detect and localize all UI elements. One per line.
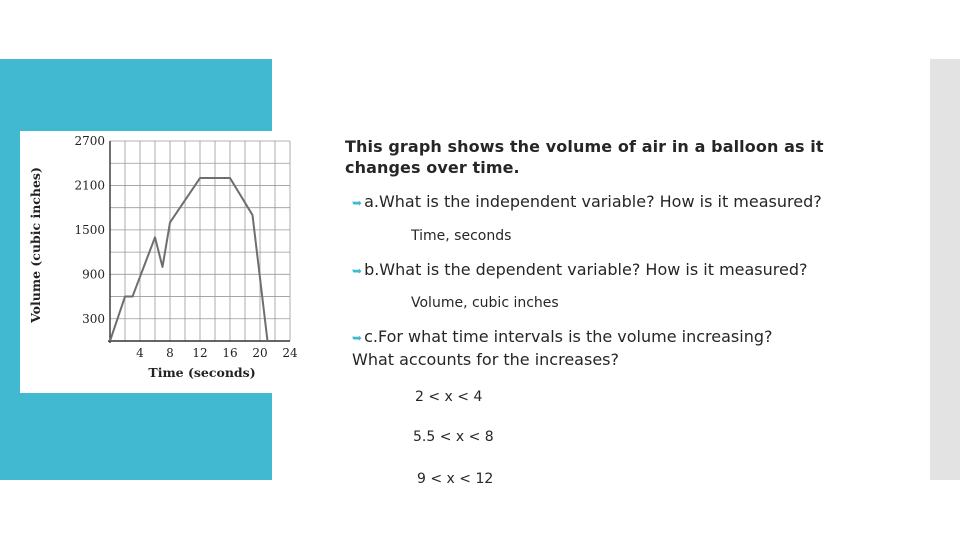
curved-arrow-bullet-icon: ➥ [352, 196, 363, 210]
x-tick-label: 12 [192, 346, 208, 360]
x-axis-title: Time (seconds) [148, 365, 256, 380]
interval-2: 5.5 < x < 8 [413, 429, 494, 445]
question-b [352, 259, 872, 282]
x-tick-label: 16 [222, 346, 238, 360]
y-tick-label: 300 [82, 311, 105, 326]
slide-heading: This graph shows the volume of air in a balloon as it changes over time. [345, 137, 824, 177]
y-tick-label: 900 [82, 267, 105, 282]
x-tick-label: 20 [252, 346, 268, 360]
y-tick-label: 2100 [74, 178, 105, 193]
curved-arrow-bullet-icon: ➥ [352, 331, 363, 345]
x-tick-label: 8 [166, 346, 174, 360]
question-b-label: b.What is the dependent variable? How is it measured? [364, 260, 808, 279]
y-axis-title: Volume (cubic inches) [28, 167, 43, 323]
answer-b: Volume, cubic inches [411, 295, 559, 311]
x-tick-label: 4 [136, 346, 144, 360]
interval-3: 9 < x < 12 [417, 471, 494, 487]
question-a [352, 191, 872, 214]
interval-1: 2 < x < 4 [415, 389, 483, 405]
question-a-label: a.What is the independent variable? How is it measured? [364, 192, 822, 211]
question-c [352, 326, 792, 370]
x-tick-label: 24 [282, 346, 298, 360]
y-tick-label: 2700 [74, 134, 105, 148]
question-c-label: c.For what time intervals is the volume increasing? What accounts for the increases? [352, 327, 773, 369]
curved-arrow-bullet-icon: ➥ [352, 264, 363, 278]
answer-a: Time, seconds [411, 228, 512, 244]
y-tick-label: 1500 [74, 222, 105, 237]
